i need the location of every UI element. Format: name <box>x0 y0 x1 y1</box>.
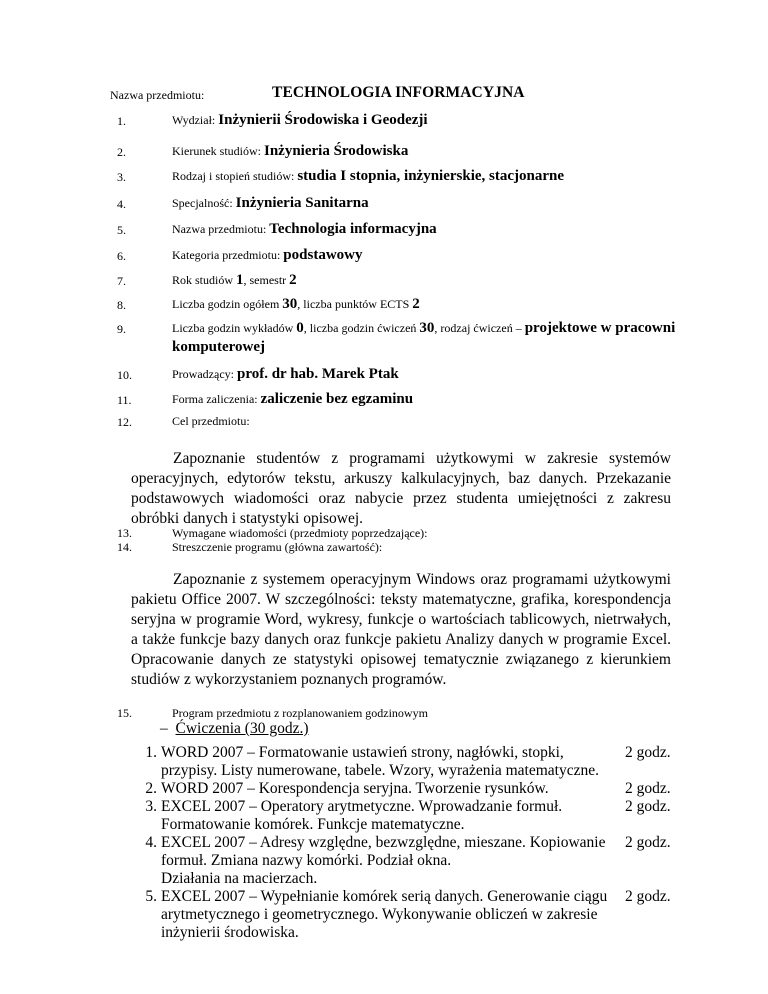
field-number: 10. <box>117 368 132 382</box>
field-label: Prowadzący: <box>172 367 237 381</box>
field-row <box>0 219 768 241</box>
field-number: 3. <box>117 170 126 184</box>
exercise-hours: 2 godz. <box>625 888 671 905</box>
header-label: Nazwa przedmiotu: <box>110 88 205 102</box>
field-row <box>0 245 768 267</box>
field-line <box>172 246 362 264</box>
field-number: 2. <box>117 145 126 159</box>
field-number: 13. <box>117 526 132 540</box>
field-label: , liczba punktów ECTS <box>297 297 413 311</box>
field-line <box>172 365 399 383</box>
field-line <box>172 295 420 313</box>
field-value: projektowe w pracowni <box>524 320 676 336</box>
field-label: Kierunek studiów: <box>172 144 264 158</box>
field-row <box>0 364 768 386</box>
course-goal-text: Zapoznanie studentów z programami użytkowymi w zakresie systemów operacyjnych, edytorów tekstu, arkuszy kalkulacyjnych, baz danych. Przekazanie podstawowych wiadomości oraz nabycie przez studenta umiejętności z zakresu obróbki danych i statystyki opisowej. <box>131 450 671 527</box>
field-line <box>172 412 250 430</box>
field-line <box>172 194 369 212</box>
field-label: Wydział: <box>172 113 219 127</box>
field-label: Rok studiów <box>172 273 237 287</box>
exercise-hours: 2 godz. <box>625 798 671 815</box>
field-number: 15. <box>117 706 132 720</box>
field-label: Specjalność: <box>172 196 236 210</box>
field-label: Liczba godzin ogółem <box>172 297 283 311</box>
field-row <box>0 294 768 316</box>
field-label: Cel przedmiotu: <box>172 414 250 428</box>
field-row <box>0 193 768 215</box>
field-line <box>172 390 413 408</box>
field-value: Inżynieria Sanitarna <box>235 195 369 211</box>
exercise-text: WORD 2007 – Formatowanie ustawień strony, nagłówki, stopki, przypisy. Listy numerowane, tabele. Wzory, wyrażenia matematyczne. <box>161 744 599 779</box>
field-value: studia I stopnia, inżynierskie, stacjonarne <box>297 168 565 184</box>
exercise-number: 2. <box>145 780 157 797</box>
field-value: 2 <box>289 272 297 288</box>
field-number: 5. <box>117 223 126 237</box>
field-line <box>172 167 564 185</box>
field-value: 1 <box>236 272 244 288</box>
exercise-hours: 2 godz. <box>625 780 671 797</box>
field-value: prof. dr hab. Marek Ptak <box>236 366 399 382</box>
field-label: , rodzaj ćwiczeń – <box>434 321 525 335</box>
field-label: , semestr <box>243 273 290 287</box>
field-value: Inżynieria Środowiska <box>264 143 409 159</box>
dash-bullet: – <box>160 720 168 737</box>
field-row <box>0 110 768 132</box>
field-number: 12. <box>117 415 132 429</box>
field-value: Technologia informacyjna <box>269 221 437 237</box>
field-number: 1. <box>117 114 126 128</box>
field-value: Inżynierii Środowiska i Geodezji <box>218 112 428 128</box>
course-title: TECHNOLOGIA INFORMACYJNA <box>272 84 525 101</box>
field-row <box>0 270 768 292</box>
field-row <box>117 540 382 555</box>
field-line <box>172 319 675 337</box>
field-number: 8. <box>117 298 126 312</box>
field-label: Liczba godzin wykładów <box>172 321 297 335</box>
exercise-text: WORD 2007 – Korespondencja seryjna. Tworzenie rysunków. <box>161 780 549 797</box>
field-label: Kategoria przedmiotu: <box>172 248 284 262</box>
field-value-continuation: komputerowej <box>172 339 266 355</box>
exercise-text: EXCEL 2007 – Wypełnianie komórek serią danych. Generowanie ciągu arytmetycznego i geometrycznego. Wykonywanie obliczeń w zakresie inżynierii środowiska. <box>161 888 608 941</box>
field-row <box>0 166 768 188</box>
field-row <box>0 389 768 411</box>
exercises-title: Ćwiczenia (30 godz.) <box>175 720 309 737</box>
field-number: 14. <box>117 540 132 554</box>
exercise-number: 1. <box>145 744 157 761</box>
program-summary-text: Zapoznanie z systemem operacyjnym Windows oraz programami użytkowymi pakietu Office 2007. W szczególności: teksty matematyczne, grafika, korespondencja seryjna w programie Word, wykresy, funkcje o wartościach tablicowych, nietrwałych, a także funkcje bazy danych oraz funkcje pakietu Analizy danych w programie Excel. Opracowanie danych ze statystyki opisowej tematycznie związanego z kierunkiem studiów z wykorzystaniem poznanych programów. <box>131 571 671 688</box>
field-number: 4. <box>117 197 126 211</box>
field-number: 6. <box>117 249 126 263</box>
field-value: podstawowy <box>283 247 363 263</box>
exercise-hours: 2 godz. <box>625 744 671 761</box>
exercise-number: 5. <box>145 888 157 905</box>
field-value: 0 <box>296 320 304 336</box>
field-label: Program przedmiotu z rozplanowaniem godzinowym <box>172 706 428 720</box>
field-label: Nazwa przedmiotu: <box>172 222 270 236</box>
field-label: Wymagane wiadomości (przedmioty poprzedzające): <box>172 526 428 540</box>
field-row <box>0 411 768 433</box>
field-value: zaliczenie bez egzaminu <box>260 391 414 407</box>
field-number: 11. <box>117 393 132 407</box>
exercise-number: 3. <box>145 798 157 815</box>
field-number: 9. <box>117 322 126 336</box>
field-row <box>117 526 428 541</box>
field-row <box>0 318 768 340</box>
field-line <box>172 142 408 160</box>
field-row <box>117 706 428 721</box>
field-value: 2 <box>412 296 420 312</box>
exercise-number: 4. <box>145 834 157 851</box>
field-label: Forma zaliczenia: <box>172 392 261 406</box>
exercise-text: EXCEL 2007 – Operatory arytmetyczne. Wprowadzanie formuł. Formatowanie komórek. Funkcje matematyczne. <box>161 798 563 833</box>
field-row <box>0 141 768 163</box>
field-value: 30 <box>419 320 435 336</box>
field-line <box>172 271 297 289</box>
field-line <box>172 220 437 238</box>
field-number: 7. <box>117 274 126 288</box>
field-label: Streszczenie programu (główna zawartość): <box>172 540 383 554</box>
field-label: Rodzaj i stopień studiów: <box>172 169 298 183</box>
field-label: , liczba godzin ćwiczeń <box>303 321 420 335</box>
exercise-hours: 2 godz. <box>625 834 671 851</box>
field-value: 30 <box>282 296 298 312</box>
field-line <box>172 111 428 129</box>
exercises-heading <box>160 720 309 738</box>
exercise-text: EXCEL 2007 – Adresy względne, bezwzględne, mieszane. Kopiowanie formuł. Zmiana nazwy komórki. Podział okna. Działania na macierzach. <box>161 834 606 887</box>
